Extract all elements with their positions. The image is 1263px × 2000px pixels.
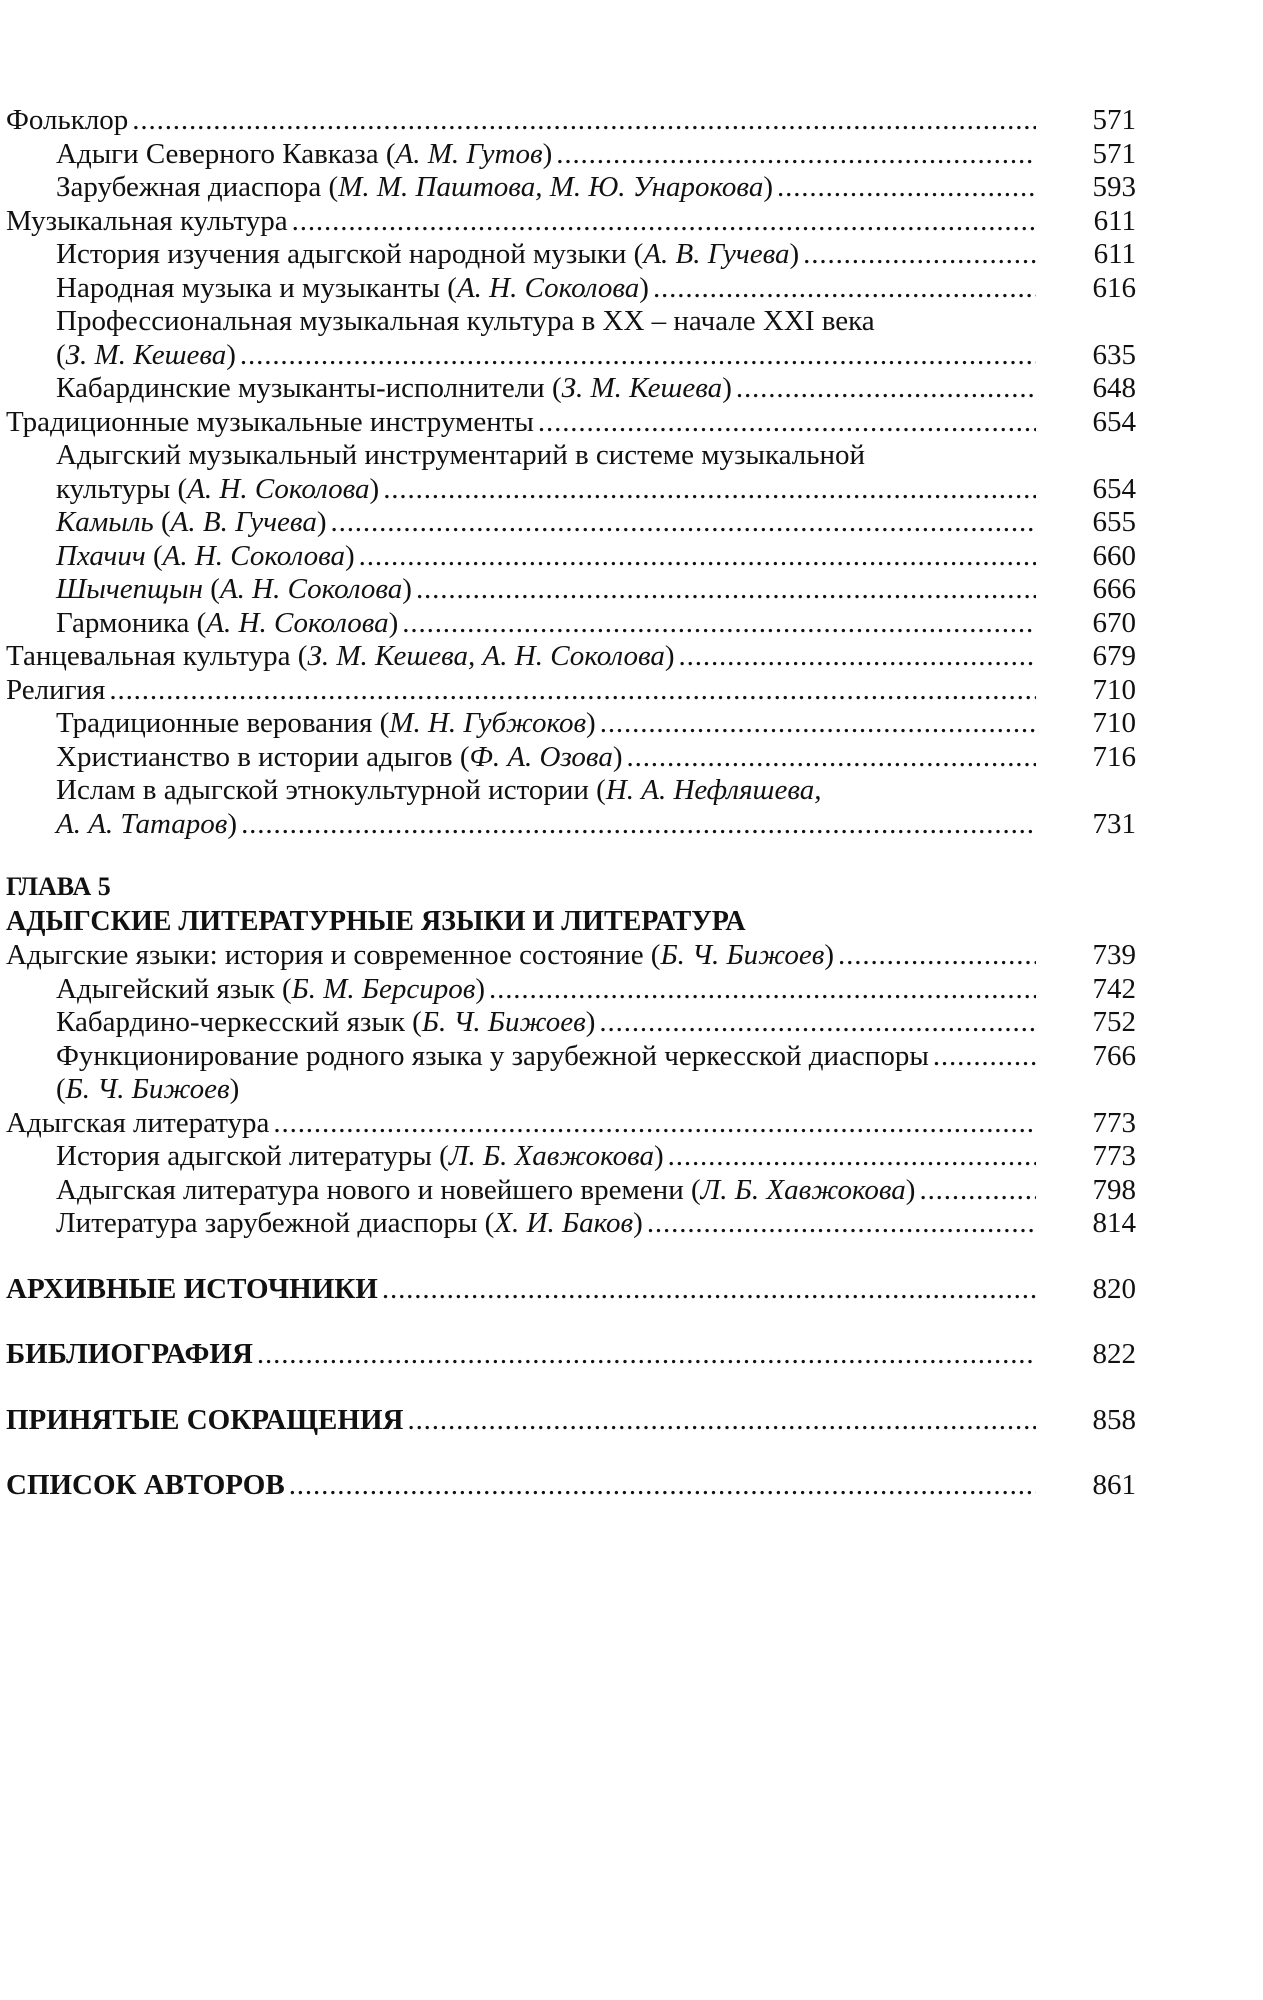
dot-leader (668, 1140, 1036, 1174)
toc-entry-title-part: ) (388, 606, 399, 639)
toc-page-number: 710 (1092, 707, 1136, 739)
toc-entry-author: А. А. Татаров (56, 807, 228, 840)
dot-leader (489, 973, 1036, 1007)
dot-leader (382, 1273, 1036, 1307)
toc-entry-text (6, 939, 838, 973)
toc-entry-author: Пхачич (56, 539, 146, 572)
toc-entry-title-part: Фольклор (6, 104, 129, 136)
toc-entry-title-part: ) (585, 1006, 596, 1038)
toc-entry (6, 707, 1136, 741)
toc-entry (6, 808, 1136, 842)
toc-entry-author: Ф. А. Озова (469, 740, 613, 773)
toc-entry (6, 1338, 1136, 1372)
toc-entry-title-part: Адыгская литература (6, 1106, 270, 1139)
toc-entry-text (6, 272, 653, 306)
toc-entry-text (6, 774, 825, 808)
toc-entry-title-part: Адыгский музыкальный инструментарий в системе музыкальной (56, 439, 865, 471)
toc-page-number: 635 (1092, 338, 1136, 371)
chapter-label: ГЛАВА 5 (6, 872, 111, 901)
dot-leader (383, 473, 1036, 507)
dot-leader (679, 640, 1036, 674)
toc-entry-author: А. Н. Соколова (162, 539, 345, 572)
toc-entry-text (6, 1107, 273, 1141)
toc-entry-text (6, 1073, 243, 1107)
toc-list-part-1 (6, 104, 1136, 841)
toc-entry (6, 372, 1136, 406)
toc-entry (6, 540, 1136, 574)
toc-entry-text (6, 205, 292, 239)
toc-entry (6, 272, 1136, 306)
toc-entry-title-part: Адыгские языки: история и современное состояние ( (6, 939, 661, 971)
toc-entry-title-part: ) (905, 1173, 916, 1206)
toc-entry-author: Б. Ч. Бижоев (660, 939, 825, 971)
toc-entry-author: Шычепщын (56, 573, 204, 605)
toc-page-number: 571 (1092, 137, 1136, 170)
toc-entry (6, 774, 1136, 808)
toc-entry-text (6, 1273, 382, 1307)
toc-entry-title-part: Адыги Северного Кавказа ( (56, 137, 396, 170)
toc-entry-author: А. Н. Соколова (456, 271, 640, 304)
toc-page-number: 752 (1092, 1006, 1136, 1038)
toc-entry-author: З. М. Кешева (561, 372, 723, 404)
toc-entry-author: А. Н. Соколова (206, 606, 389, 639)
toc-entry-title-part: ( (56, 1073, 66, 1105)
toc-page-number: 716 (1092, 740, 1136, 773)
toc-list-part-2 (6, 939, 1136, 1241)
toc-entry-title-part: ) (229, 1073, 240, 1105)
dot-leader (600, 707, 1036, 741)
toc-entry-author: М. М. Паштова, М. Ю. Унарокова (338, 171, 764, 203)
toc-entry-title-part: Зарубежная диаспора ( (56, 171, 339, 203)
toc-page-number: 742 (1092, 972, 1136, 1005)
toc-entry-title-part: ) (475, 972, 485, 1005)
toc-entry (6, 1040, 1136, 1074)
toc-entry-author: Л. Б. Хавжокова (448, 1140, 654, 1172)
toc-entry-title-part: ( (153, 506, 171, 538)
toc-entry-title-part: ) (664, 640, 675, 672)
toc-entry (6, 674, 1136, 708)
toc-entry (6, 640, 1136, 674)
toc-page-number: 710 (1092, 673, 1136, 706)
toc-entry (6, 1174, 1136, 1208)
toc-entry-title-part: ( (145, 539, 163, 572)
toc-entry-title-part: культуры ( (56, 472, 188, 505)
dot-leader (933, 1040, 1036, 1074)
toc-page-number: 666 (1092, 573, 1136, 605)
toc-entry-title-part: Танцевальная культура ( (6, 640, 308, 672)
toc-page-number: 798 (1092, 1173, 1136, 1206)
toc-entry (6, 138, 1136, 172)
toc-entry-text (6, 741, 627, 775)
toc-entry-title-part: ) (586, 707, 596, 739)
toc-entry-author: А. М. Гутов (395, 137, 543, 170)
toc-entry (6, 104, 1136, 138)
toc-entry (6, 741, 1136, 775)
toc-entry-text (6, 607, 402, 641)
toc-entry-text (6, 973, 489, 1007)
toc-entry-text (6, 506, 331, 540)
toc-entry-title-part: Литература зарубежной диаспоры ( (56, 1207, 495, 1239)
toc-entry-text (6, 573, 416, 607)
toc-page-number: 611 (1093, 204, 1136, 237)
dot-leader (402, 607, 1036, 641)
dot-leader (556, 138, 1036, 172)
toc-entry-text (6, 1404, 407, 1438)
toc-entry (6, 205, 1136, 239)
toc-entry-author: М. Н. Губжоков (389, 707, 587, 739)
dot-leader (132, 104, 1036, 138)
toc-entry-text (6, 1338, 257, 1372)
toc-entry-title-part: ( (203, 573, 220, 605)
toc-page-number: 773 (1092, 1140, 1136, 1172)
toc-page-number: 739 (1092, 939, 1136, 971)
toc-entry-title-part: Профессиональная музыкальная культура в XX – начале XXI века (56, 305, 875, 337)
toc-entry (6, 406, 1136, 440)
toc-entry-text (6, 1207, 647, 1241)
toc-entry (6, 1469, 1136, 1503)
toc-entry-text (6, 171, 777, 205)
toc-entry-title-part: Гармоника ( (56, 606, 207, 639)
toc-entry-author: Х. И. Баков (494, 1207, 634, 1239)
toc-page-number: 660 (1092, 539, 1136, 572)
dot-leader (653, 272, 1036, 306)
dot-leader (109, 674, 1036, 708)
toc-page (6, 104, 1136, 1503)
toc-entry-title-part: ) (722, 372, 732, 404)
toc-page-number: 616 (1092, 271, 1136, 304)
toc-entry-title-part: АРХИВНЫЕ ИСТОЧНИКИ (6, 1272, 378, 1305)
toc-entry-title-part: ) (789, 238, 800, 270)
toc-page-number: 571 (1092, 104, 1136, 136)
toc-entry-author: Л. Б. Хавжокова (700, 1173, 906, 1206)
toc-page-number: 670 (1092, 606, 1136, 639)
toc-entry-title-part: ) (402, 573, 412, 605)
dot-leader (331, 506, 1037, 540)
dot-leader (292, 205, 1036, 239)
toc-entry-author: З. М. Кешева (65, 338, 227, 371)
toc-entry-author: А. В. Гучева (170, 506, 317, 538)
toc-entry-author: З. М. Кешева, А. Н. Соколова (307, 640, 665, 672)
toc-entry-text (6, 339, 240, 373)
toc-entry-title-part: ) (633, 1207, 643, 1239)
toc-entry (6, 1273, 1136, 1307)
toc-entry-title-part: Музыкальная культура (6, 204, 288, 237)
toc-page-number: 766 (1092, 1039, 1136, 1072)
toc-entry-text (6, 540, 359, 574)
dot-leader (257, 1338, 1036, 1372)
toc-page-number: 858 (1092, 1403, 1136, 1436)
toc-entry-text (6, 1469, 289, 1503)
toc-entry-title-part: ( (56, 338, 66, 371)
toc-page-number: 773 (1092, 1106, 1136, 1139)
toc-entry (6, 1207, 1136, 1241)
toc-entry-author: А. Н. Соколова (187, 472, 370, 505)
toc-entry-title-part: ) (653, 1140, 664, 1172)
toc-entry-author: Б. Ч. Бижоев (65, 1073, 230, 1105)
toc-entry-text (6, 1006, 599, 1040)
dot-leader (289, 1469, 1036, 1503)
toc-entry-title-part: ПРИНЯТЫЕ СОКРАЩЕНИЯ (6, 1403, 404, 1436)
toc-entry-text (6, 1174, 919, 1208)
toc-entry-title-part: Функционирование родного языка у зарубежной черкесской диаспоры (56, 1039, 929, 1072)
toc-entry-title-part: Традиционные музыкальные инструменты (6, 405, 534, 438)
toc-entry (6, 238, 1136, 272)
toc-entry-title-part: Христианство в истории адыгов ( (56, 740, 470, 773)
dot-leader (241, 808, 1036, 842)
toc-entry-text (6, 707, 600, 741)
toc-entry (6, 973, 1136, 1007)
toc-entry (6, 1073, 1136, 1107)
toc-entry-text (6, 138, 556, 172)
toc-entry-title-part: Кабардинские музыканты-исполнители ( (56, 372, 562, 404)
toc-entry (6, 506, 1136, 540)
back-matter-list (6, 1273, 1136, 1503)
dot-leader (273, 1107, 1036, 1141)
toc-entry-title-part: ) (227, 807, 238, 840)
toc-entry (6, 1107, 1136, 1141)
toc-entry-text (6, 439, 869, 473)
toc-entry-text (6, 1040, 933, 1074)
toc-entry-title-part: Религия (6, 673, 106, 706)
toc-page-number: 822 (1092, 1338, 1136, 1370)
dot-leader (777, 171, 1036, 205)
toc-entry-author: А. В. Гучева (643, 238, 790, 270)
toc-page-number: 648 (1092, 372, 1136, 404)
toc-entry-text (6, 674, 109, 708)
toc-entry (6, 573, 1136, 607)
toc-entry-author: А. Н. Соколова (219, 573, 403, 605)
toc-entry-text (6, 640, 679, 674)
toc-entry (6, 305, 1136, 339)
toc-entry-author: Б. Ч. Бижоев (421, 1006, 586, 1038)
toc-entry-author: Камыль (56, 506, 154, 538)
toc-page-number: 655 (1092, 506, 1136, 538)
dot-leader (599, 1006, 1036, 1040)
dot-leader (838, 939, 1036, 973)
toc-entry-title-part: ) (542, 137, 553, 170)
dot-leader (407, 1404, 1036, 1438)
dot-leader (538, 406, 1036, 440)
toc-entry-title-part: БИБЛИОГРАФИЯ (6, 1338, 253, 1370)
toc-entry-text (6, 1140, 668, 1174)
dot-leader (803, 238, 1036, 272)
toc-entry-title-part: ) (763, 171, 773, 203)
toc-entry-title-part: ) (612, 740, 623, 773)
toc-entry-text (6, 104, 132, 138)
toc-entry-title-part: ) (344, 539, 355, 572)
toc-entry-title-part: Адыгейский язык ( (56, 972, 292, 1005)
toc-entry (6, 473, 1136, 507)
dot-leader (627, 741, 1037, 775)
toc-entry-text (6, 473, 383, 507)
toc-page-number: 611 (1093, 238, 1136, 270)
toc-entry-title-part: ) (316, 506, 327, 538)
dot-leader (416, 573, 1036, 607)
toc-page-number: 593 (1092, 171, 1136, 203)
toc-entry-text (6, 808, 241, 842)
toc-entry-author: Н. А. Нефляшева, (605, 774, 822, 806)
toc-entry-title-part: ) (824, 939, 835, 971)
toc-entry-title-part: ) (226, 338, 236, 371)
toc-entry-title-part: Традиционные верования ( (56, 707, 390, 739)
toc-entry-text (6, 238, 803, 272)
toc-entry-author: Б. М. Берсиров (291, 972, 476, 1005)
toc-entry-title-part: Адыгская литература нового и новейшего времени ( (56, 1173, 701, 1206)
toc-page-number: 679 (1092, 640, 1136, 672)
toc-entry-title-part: Кабардино-черкесский язык ( (56, 1006, 422, 1038)
toc-page-number: 861 (1092, 1469, 1136, 1501)
toc-entry-title-part: СПИСОК АВТОРОВ (6, 1469, 285, 1501)
toc-page-number: 731 (1092, 807, 1136, 840)
toc-page-number: 654 (1092, 405, 1136, 438)
toc-page-number: 820 (1092, 1272, 1136, 1305)
toc-entry (6, 1404, 1136, 1438)
toc-entry-title-part: История адыгской литературы ( (56, 1140, 449, 1172)
toc-entry-title-part: ) (369, 472, 380, 505)
toc-entry (6, 1140, 1136, 1174)
toc-entry-title-part: Народная музыка и музыканты ( (56, 271, 457, 304)
toc-entry-text (6, 406, 538, 440)
toc-entry-text (6, 372, 736, 406)
toc-entry (6, 439, 1136, 473)
dot-leader (647, 1207, 1036, 1241)
toc-page-number: 814 (1092, 1207, 1136, 1239)
toc-entry (6, 1006, 1136, 1040)
toc-entry (6, 939, 1136, 973)
toc-entry (6, 339, 1136, 373)
toc-entry (6, 171, 1136, 205)
dot-leader (359, 540, 1036, 574)
chapter-title: АДЫГСКИЕ ЛИТЕРАТУРНЫЕ ЯЗЫКИ И ЛИТЕРАТУРА (6, 906, 746, 937)
dot-leader (736, 372, 1036, 406)
toc-entry-title-part: История изучения адыгской народной музыки ( (56, 238, 644, 270)
toc-entry (6, 607, 1136, 641)
toc-entry-text (6, 305, 879, 339)
dot-leader (240, 339, 1036, 373)
toc-page-number: 654 (1092, 472, 1136, 505)
toc-entry-title-part: Ислам в адыгской этнокультурной истории ( (56, 774, 606, 806)
dot-leader (919, 1174, 1036, 1208)
toc-entry-title-part: ) (639, 271, 649, 304)
